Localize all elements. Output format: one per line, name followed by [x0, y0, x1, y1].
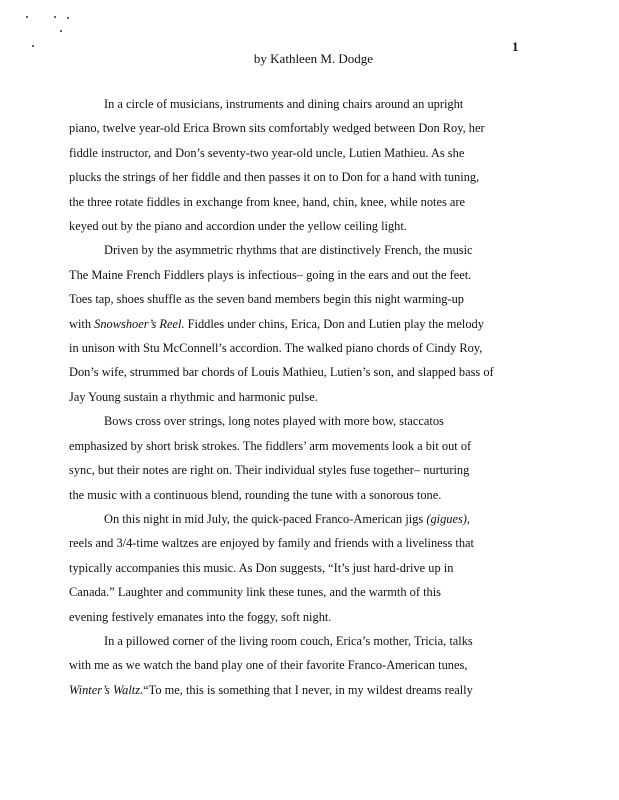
- byline: by Kathleen M. Dodge: [253, 51, 374, 66]
- text-line: [69, 92, 527, 116]
- text-line: [69, 165, 527, 189]
- text-line: [69, 214, 527, 238]
- italic-title: Snowshoer’s Reel.: [94, 316, 185, 331]
- paragraph: [69, 238, 527, 409]
- text-line: [69, 141, 527, 165]
- article-body: [69, 92, 527, 702]
- text-run: in unison with Stu McConnell’s accordion. The walked piano chords of Cindy Roy,: [69, 341, 483, 356]
- text-line: [69, 385, 527, 409]
- paragraph: [69, 507, 527, 629]
- text-run: “To me, this is something that I never, in my wildest dreams really: [143, 682, 473, 697]
- paragraph: [69, 629, 527, 702]
- text-line: [69, 458, 527, 482]
- text-run: the three rotate fiddles in exchange from knee, hand, chin, knee, while notes are: [69, 194, 465, 209]
- text-run: On this night in mid July, the quick-paced Franco-American jigs: [104, 511, 427, 526]
- text-run: The Maine French Fiddlers plays is infectious– going in the ears and out the feet.: [69, 267, 472, 282]
- text-line: [69, 336, 527, 360]
- text-run: keyed out by the piano and accordion under the yellow ceiling light.: [69, 219, 407, 234]
- italic-title: Winter’s Waltz.: [69, 682, 144, 697]
- text-line: [69, 263, 527, 287]
- text-run: with me as we watch the band play one of their favorite Franco-American tunes,: [69, 658, 468, 673]
- text-run: evening festively emanates into the foggy, soft night.: [69, 609, 332, 624]
- text-line: [69, 678, 527, 702]
- scan-speck: [60, 30, 62, 32]
- text-line: [69, 605, 527, 629]
- text-run: In a pillowed corner of the living room couch, Erica’s mother, Tricia, talks: [104, 633, 473, 648]
- text-run: piano, twelve year-old Erica Brown sits comfortably wedged between Don Roy, her: [69, 121, 485, 136]
- scan-speck: [32, 45, 34, 47]
- text-line: [69, 580, 527, 604]
- scan-speck: [54, 16, 56, 18]
- text-run: typically accompanies this music. As Don suggests, “It’s just hard-drive up in: [69, 560, 454, 575]
- text-run: sync, but their notes are right on. Their individual styles fuse together– nurturing: [69, 463, 470, 478]
- text-line: [69, 507, 527, 531]
- text-line: [69, 653, 527, 677]
- text-line: [69, 629, 527, 653]
- text-run: Bows cross over strings, long notes played with more bow, staccatos: [104, 414, 444, 429]
- text-line: [69, 409, 527, 433]
- text-line: [69, 360, 527, 384]
- page-number: 1: [512, 39, 519, 54]
- text-run: fiddle instructor, and Don’s seventy-two year-old uncle, Lutien Mathieu. As she: [69, 145, 465, 160]
- paragraph: [69, 92, 527, 238]
- text-run: Toes tap, shoes shuffle as the seven band members begin this night warming-up: [69, 292, 464, 307]
- text-run: Canada.” Laughter and community link these tunes, and the warmth of this: [69, 585, 441, 600]
- scan-speck: [26, 16, 28, 18]
- text-line: [69, 531, 527, 555]
- text-run: plucks the strings of her fiddle and then passes it on to Don for a hand with tuning,: [69, 170, 480, 185]
- text-run: Fiddles under chins, Erica, Don and Lutien play the melody: [184, 316, 484, 331]
- text-run: Driven by the asymmetric rhythms that are distinctively French, the music: [104, 243, 473, 258]
- text-run: Jay Young sustain a rhythmic and harmonic pulse.: [69, 389, 318, 404]
- text-run: emphasized by short brisk strokes. The fiddlers’ arm movements look a bit out of: [69, 438, 472, 453]
- text-line: [69, 287, 527, 311]
- text-line: [69, 434, 527, 458]
- scan-speck: [67, 17, 69, 19]
- text-line: [69, 238, 527, 262]
- text-run: reels and 3/4-time waltzes are enjoyed by family and friends with a liveliness that: [69, 536, 474, 551]
- text-run: the music with a continuous blend, rounding the tune with a sonorous tone.: [69, 487, 442, 502]
- paragraph: [69, 409, 527, 507]
- text-line: [69, 116, 527, 140]
- text-run: with: [69, 316, 95, 331]
- text-line: [69, 190, 527, 214]
- text-line: [69, 483, 527, 507]
- text-line: [69, 312, 527, 336]
- text-line: [69, 556, 527, 580]
- text-run: In a circle of musicians, instruments and dining chairs around an upright: [104, 97, 464, 111]
- italic-title: (gigues),: [426, 511, 471, 526]
- text-run: Don’s wife, strummed bar chords of Louis Mathieu, Lutien’s son, and slapped bass of: [69, 365, 494, 380]
